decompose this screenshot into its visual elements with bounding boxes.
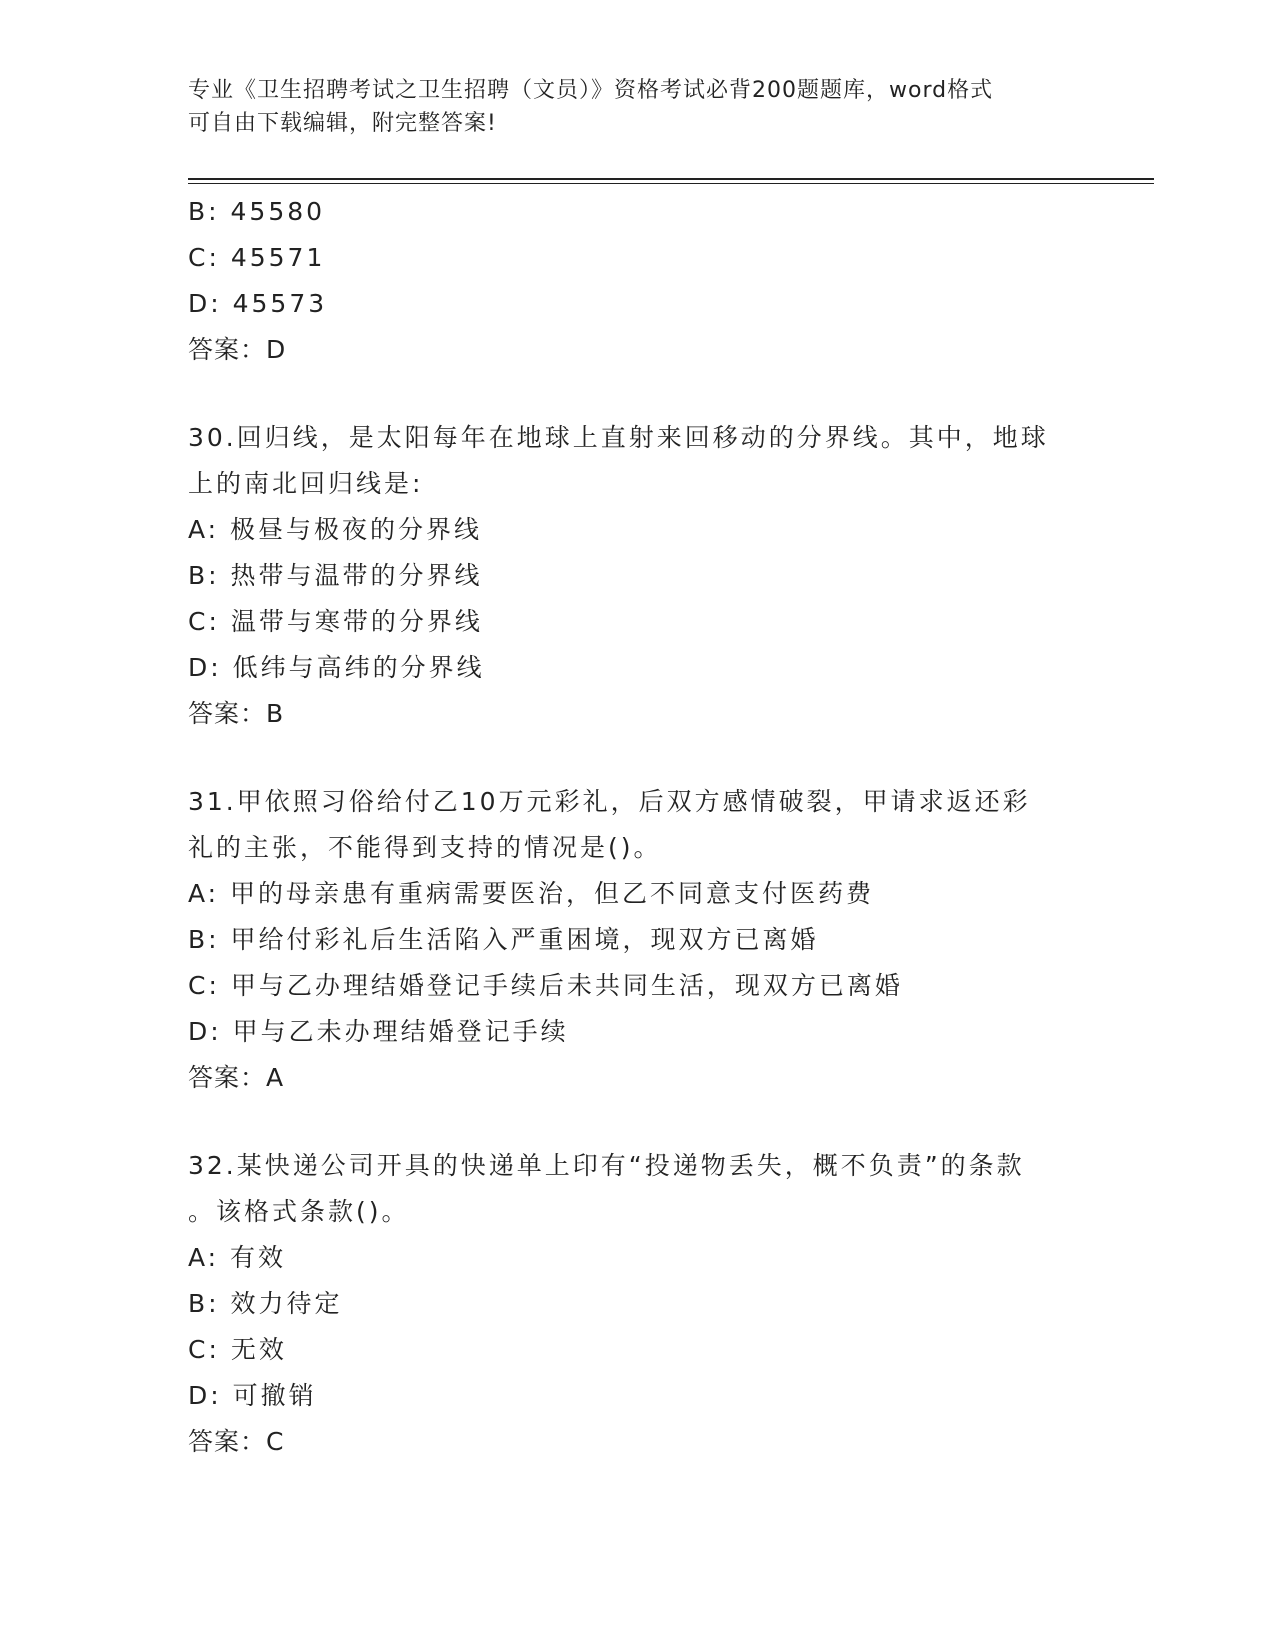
question-text-line-2: 上的南北回归线是: xyxy=(188,469,424,498)
answer-line: 答案：A xyxy=(188,1063,285,1092)
option-a: A: 极昼与极夜的分界线 xyxy=(188,515,483,544)
spacer xyxy=(188,373,1088,415)
option-c: C: 无效 xyxy=(188,1335,287,1364)
question-29-continued xyxy=(188,189,1088,373)
option-d: D: 甲与乙未办理结婚登记手续 xyxy=(188,1017,569,1046)
option-d: D: 45573 xyxy=(188,289,328,318)
question-31 xyxy=(188,779,1088,1101)
option-b: B: 甲给付彩礼后生活陷入严重困境，现双方已离婚 xyxy=(188,925,819,954)
question-text-line-2: 礼的主张，不能得到支持的情况是()。 xyxy=(188,833,662,862)
option-a: A: 甲的母亲患有重病需要医治，但乙不同意支付医药费 xyxy=(188,879,875,908)
question-text-line-1: 30.回归线，是太阳每年在地球上直射来回移动的分界线。其中，地球 xyxy=(188,423,1049,452)
header-rule-thick xyxy=(188,178,1154,180)
option-b: B: 45580 xyxy=(188,197,326,226)
question-32 xyxy=(188,1143,1088,1465)
option-c: C: 45571 xyxy=(188,243,326,272)
question-text-line-2: 。该格式条款()。 xyxy=(188,1197,410,1226)
option-c: C: 甲与乙办理结婚登记手续后未共同生活，现双方已离婚 xyxy=(188,971,903,1000)
question-30 xyxy=(188,415,1088,737)
option-d: D: 低纬与高纬的分界线 xyxy=(188,653,485,682)
spacer xyxy=(188,1101,1088,1143)
document-header xyxy=(188,74,1068,140)
header-rule-thin xyxy=(188,183,1154,184)
header-line-1: 专业《卫生招聘考试之卫生招聘（文员）》资格考试必背200题题库，word格式 xyxy=(188,78,994,103)
option-b: B: 效力待定 xyxy=(188,1289,343,1318)
spacer xyxy=(188,737,1088,779)
document-body xyxy=(188,189,1088,1465)
answer-line: 答案：B xyxy=(188,699,285,728)
option-d: D: 可撤销 xyxy=(188,1381,317,1410)
answer-line: 答案：D xyxy=(188,335,287,364)
question-text-line-1: 31.甲依照习俗给付乙10万元彩礼，后双方感情破裂，甲请求返还彩 xyxy=(188,787,1031,816)
question-text-line-1: 32.某快递公司开具的快递单上印有“投递物丢失，概不负责”的条款 xyxy=(188,1151,1025,1180)
option-a: A: 有效 xyxy=(188,1243,287,1272)
option-c: C: 温带与寒带的分界线 xyxy=(188,607,483,636)
header-line-2: 可自由下载编辑，附完整答案! xyxy=(188,111,497,136)
option-b: B: 热带与温带的分界线 xyxy=(188,561,483,590)
answer-line: 答案：C xyxy=(188,1427,285,1456)
